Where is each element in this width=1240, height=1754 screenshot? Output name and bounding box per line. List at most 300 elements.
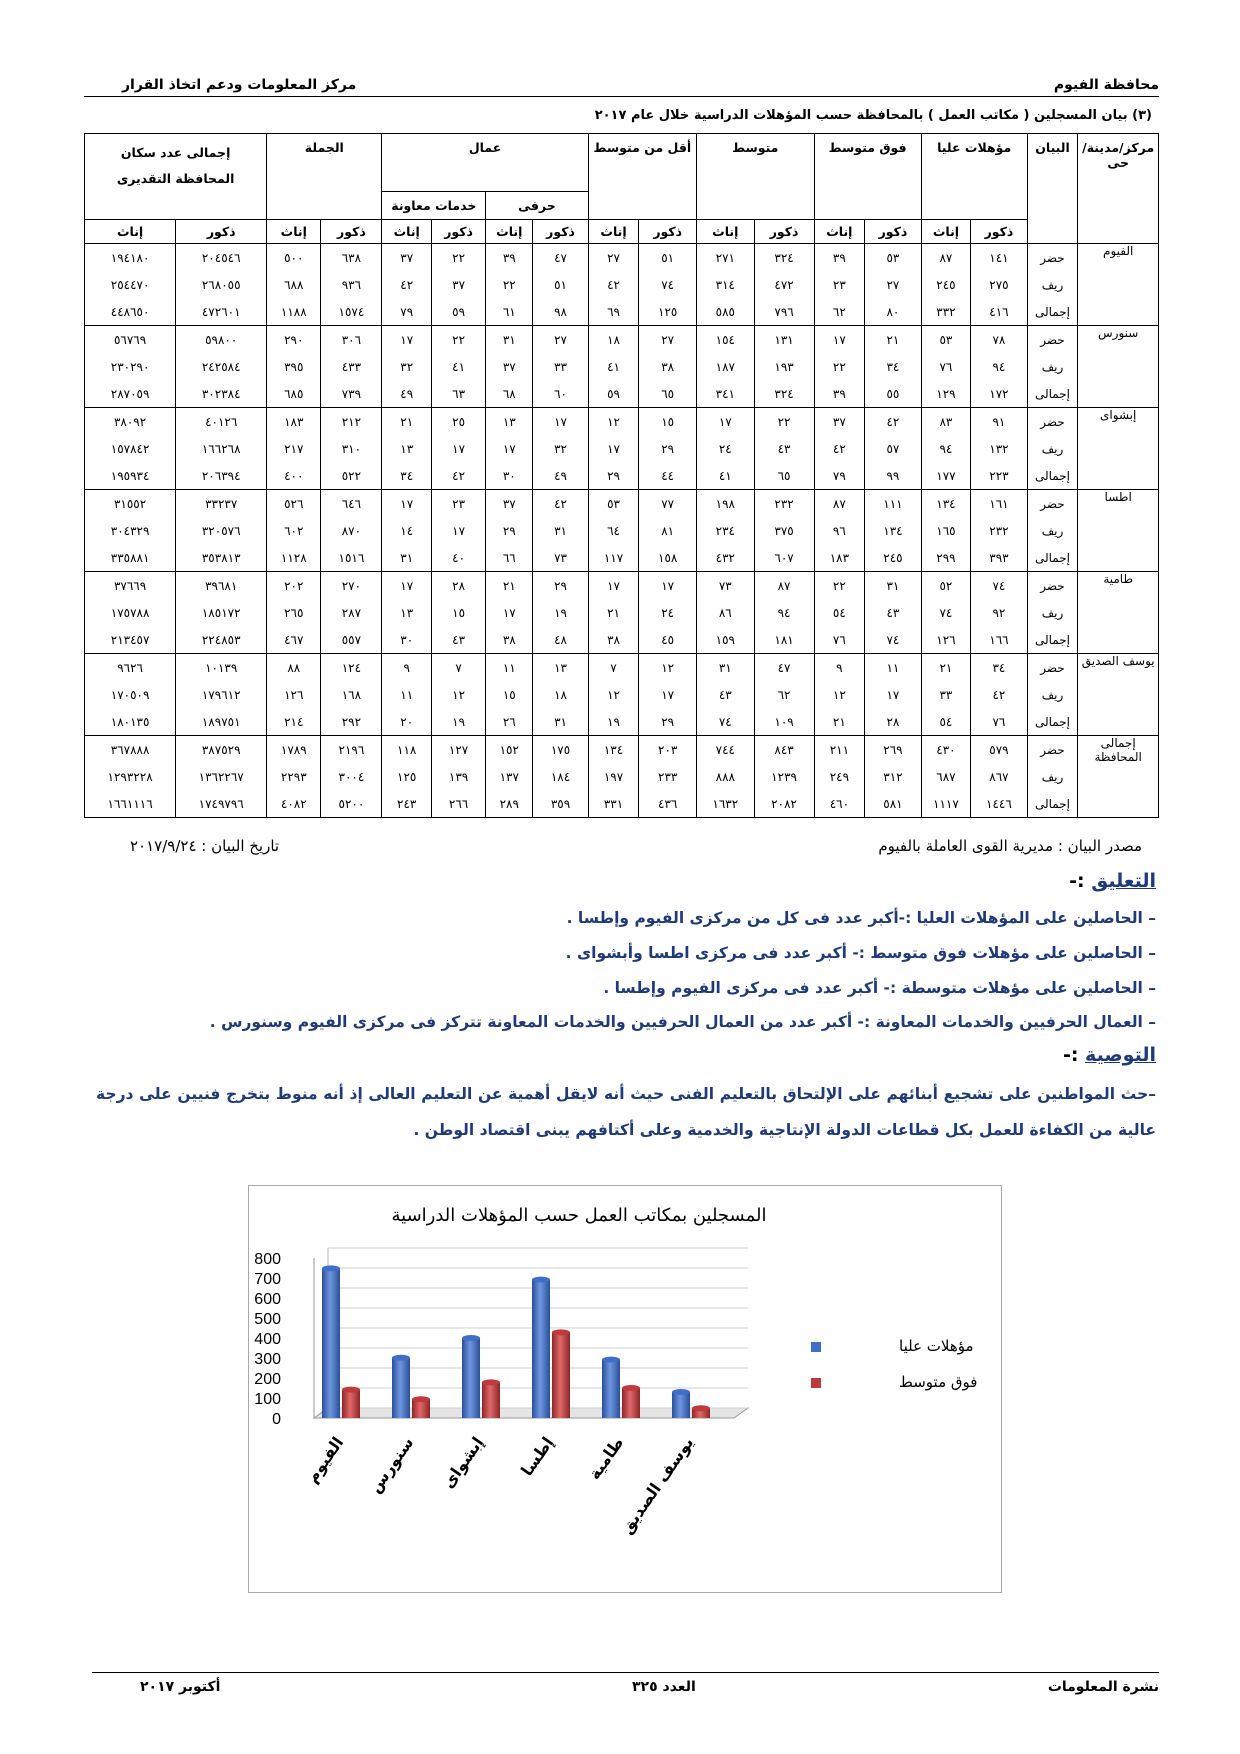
table-cell: ٢٤٣ [382,790,432,818]
table-cell: ٢٤٥ [921,271,971,298]
row-label: إجمالى [1027,708,1078,736]
table-cell: ٦٦ [486,544,533,572]
table-cell: ١٣٤ [588,736,639,764]
row-label: ريف [1027,517,1078,544]
table-row [85,380,1159,408]
table-cell: ١٦٦٢٦٨ [176,435,267,462]
table-cell: ٢٣٠٢٩٠ [85,353,176,380]
table-cell: ٤٩ [533,462,588,490]
female-header: إناث [696,220,754,244]
table-cell: ٦٠٢ [267,517,321,544]
row-label: ريف [1027,763,1078,790]
table-cell: ٣٦٧٨٨٨ [85,736,176,764]
table-cell: ٣٣ [921,681,971,708]
table-cell: ٨٨ [267,654,321,682]
comment-line: – الحاصلين على مؤهلات متوسطة :- أكبر عدد فى مركزى الفيوم وإطسا . [603,979,1156,997]
table-cell: ١٥٢ [486,736,533,764]
table-cell: ١٩٧ [588,763,639,790]
row-label: حضر [1027,736,1078,764]
table-cell: ٣٠٢٣٨٤ [176,380,267,408]
table-cell: ٣٠٠٤ [321,763,382,790]
table-cell: ٣٧ [382,244,432,272]
table-cell: ٢٢ [814,572,865,600]
table-cell: ١١١ [865,490,921,518]
table-cell: ٢٩٢ [321,708,382,736]
table-cell: ٣٠٦ [321,326,382,354]
table-cell: ٥٠٠ [267,244,321,272]
table-cell: ٩٨ [533,298,588,326]
table-cell: ٤٦٠ [814,790,865,818]
legend-swatch [811,1342,821,1352]
table-cell: ٢٨٩ [486,790,533,818]
row-label: ريف [1027,681,1078,708]
table-cell: ٤١ [432,353,486,380]
male-header: ذكور [639,220,697,244]
center-name: إجمالى المحافظة [1078,736,1159,818]
table-cell: ٥٣ [921,326,971,354]
table-cell: ٣٤ [865,353,921,380]
table-cell: ٤٧٢٦٠١ [176,298,267,326]
chart-bar [552,1332,570,1418]
row-label: حضر [1027,244,1078,272]
table-cell: ٢٨٧ [321,599,382,626]
table-cell: ٣٢ [533,435,588,462]
table-cell: ١٥٩ [696,626,754,654]
table-cell: ٥٢ [921,572,971,600]
table-cell: ٣٤ [382,462,432,490]
table-cell: ٢٢ [814,353,865,380]
table-cell: ٢٢ [754,408,814,436]
row-label: ريف [1027,599,1078,626]
table-cell: ٣١ [382,544,432,572]
table-cell: ٤٧ [754,654,814,682]
table-cell: ٧٧ [639,490,697,518]
table-cell: ٣٣٢ [921,298,971,326]
table-cell: ١١٨٨ [267,298,321,326]
table-cell: ٢٣٢ [754,490,814,518]
table-cell: ٨٦٧ [971,763,1027,790]
table-cell: ٤٦٧ [267,626,321,654]
table-cell: ٢٦٨٠٥٥ [176,271,267,298]
table-cell: ٧٦ [971,708,1027,736]
y-tick-label: 100 [254,1391,281,1408]
table-cell: ٣٧ [814,408,865,436]
table-cell: ١٣ [533,654,588,682]
table-cell: ١٦٦ [971,626,1027,654]
table-cell: ٩٢ [971,599,1027,626]
table-cell: ٣٨ [639,353,697,380]
table-cell: ٢٧ [533,326,588,354]
male-header: ذكور [865,220,921,244]
table-cell: ٣٨٠٩٢ [85,408,176,436]
table-cell: ١٧ [486,599,533,626]
table-row [85,681,1159,708]
table-cell: ٣٨ [588,626,639,654]
table-cell: ١٦٥ [921,517,971,544]
table-cell: ١٨ [533,681,588,708]
table-cell: ٤٧٢ [754,271,814,298]
table-cell: ١١٨ [382,736,432,764]
center-name: اطسا [1078,490,1159,572]
table-cell: ١٢ [432,681,486,708]
table-cell: ٣٠ [486,462,533,490]
table-cell: ٩٤ [971,353,1027,380]
x-category-label: إطسا [517,1433,558,1480]
center-name: الفيوم [1078,244,1159,326]
table-cell: ١٢٩ [921,380,971,408]
table-cell: ١٢٩٣٢٢٨ [85,763,176,790]
group-header-total: الجملة [267,134,382,220]
table-cell: ٣٢٤ [754,244,814,272]
female-header: إناث [267,220,321,244]
table-cell: ١٦٨ [321,681,382,708]
row-label: ريف [1027,353,1078,380]
table-cell: ١٧٥٧٨٨ [85,599,176,626]
table-cell: ٧٤ [696,708,754,736]
table-cell: ٢٧ [865,271,921,298]
table-cell: ٤١ [588,353,639,380]
table-cell: ١١ [486,654,533,682]
y-tick-label: 0 [272,1411,281,1428]
table-cell: ١٠١٣٩ [176,654,267,682]
table-cell: ١٧ [588,572,639,600]
table-cell: ١٨٥١٧٢ [176,599,267,626]
table-cell: ٢٨٧٠٥٩ [85,380,176,408]
table-cell: ٢١ [588,599,639,626]
table-cell: ٢٥٤٤٧٠ [85,271,176,298]
table-cell: ٣٩ [486,244,533,272]
table-cell: ٧٤ [639,271,697,298]
table-cell: ١٦٣٢ [696,790,754,818]
table-cell: ٤٣ [754,435,814,462]
table-cell: ٤٩ [382,380,432,408]
table-cell: ٥٩ [588,380,639,408]
comment-line: – العمال الحرفيين والخدمات المعاونة :- أكبر عدد من العمال الحرفيين والخدمات المعاونة تتركز فى مركزى الفيوم وسنورس . [209,1013,1156,1031]
subgroup-header-support: خدمات معاونة [382,192,486,220]
table-cell: ١٧ [486,435,533,462]
table-cell: ٣٥٣٨١٣ [176,544,267,572]
table-cell: ١٩ [533,599,588,626]
table-cell: ٩ [382,654,432,682]
male-header: ذكور [754,220,814,244]
table-cell: ١٢ [588,681,639,708]
table-row [85,462,1159,490]
subgroup-header-craftsmen: حرفى [486,192,589,220]
table-cell: ٢١ [382,408,432,436]
chart-bar-cap [552,1329,570,1335]
page-header [84,74,1159,97]
male-header: ذكور [432,220,486,244]
table-cell: ١٣ [486,408,533,436]
row-label: حضر [1027,654,1078,682]
table-cell: ٦٢ [754,681,814,708]
group-header-workers: عمال [382,134,588,192]
table-cell: ١٧ [814,326,865,354]
col-item-header: البيان [1027,134,1078,244]
header-governorate: محافظة الفيوم [1053,77,1159,93]
group-header-population: إجمالى عدد سكان المحافظة التقديرى [85,134,267,220]
table-cell: ١٦١ [971,490,1027,518]
table-cell: ٤٣٢ [696,544,754,572]
footer-issue: العدد ٣٢٥ [632,1679,696,1695]
table-cell: ٣٠ [382,626,432,654]
x-category-label: يوسف الصديق [616,1433,698,1538]
female-header: إناث [588,220,639,244]
table-cell: ٤٢ [533,490,588,518]
table-cell: ١٧ [533,408,588,436]
table-cell: ١٧ [639,572,697,600]
chart-bar [622,1388,640,1418]
table-cell: ٣٠٤٣٢٩ [85,517,176,544]
table-cell: ٧٣٩ [321,380,382,408]
table-cell: ١٥ [486,681,533,708]
table-cell: ٥٧ [865,435,921,462]
y-tick-label: 200 [254,1371,281,1388]
table-cell: ٣١٢ [865,763,921,790]
table-cell: ٥٨٥ [696,298,754,326]
table-cell: ٢٩ [486,517,533,544]
table-cell: ٢٦٦ [432,790,486,818]
table-cell: ٢١ [865,326,921,354]
qualifications-table [84,133,1159,818]
table-row [85,517,1159,544]
table-cell: ٢٣٣ [639,763,697,790]
table-cell: ٤٣٠ [921,736,971,764]
table-cell: ٥٦٧٦٩ [85,326,176,354]
table-cell: ١٥ [432,599,486,626]
table-cell: ٤٢ [865,408,921,436]
female-header: إناث [921,220,971,244]
table-row [85,490,1159,518]
table-cell: ٤٠٠ [267,462,321,490]
comment-line: – الحاصلين على مؤهلات فوق متوسط :- أكبر عدد فى مركزى اطسا وأبشواى . [565,944,1156,962]
table-row [85,599,1159,626]
table-cell: ٩٤ [921,435,971,462]
table-cell: ٦٣٨ [321,244,382,272]
table-cell: ٥٥٧ [321,626,382,654]
center-name: سنورس [1078,326,1159,408]
row-label: إجمالى [1027,380,1078,408]
table-cell: ١٥٧٤ [321,298,382,326]
table-cell: ٧٦ [921,353,971,380]
table-cell: ٣١٤ [696,271,754,298]
y-tick-label: 700 [254,1271,281,1288]
table-cell: ٢٢٣ [971,462,1027,490]
table-cell: ٦٨٧ [921,763,971,790]
table-cell: ١٥٤ [696,326,754,354]
table-cell: ٢٧ [588,244,639,272]
table-cell: ٣٢٤ [754,380,814,408]
table-cell: ٢٦ [486,708,533,736]
table-cell: ١٧ [432,517,486,544]
table-cell: ١٣٩ [432,763,486,790]
chart-bar [342,1390,360,1418]
chart-bar-cap [622,1385,640,1391]
data-source: مصدر البيان : مديرية القوى العاملة بالفيوم [878,837,1142,855]
table-cell: ١١١٧ [921,790,971,818]
chart-bar [672,1392,690,1418]
table-cell: ٨٧ [921,244,971,272]
table-cell: ٦٠ [533,380,588,408]
chart-bar-cap [412,1396,430,1402]
table-cell: ٧٤ [921,599,971,626]
table-cell: ٢١ [486,572,533,600]
table-cell: ٢٠٢ [267,572,321,600]
table-cell: ٣٩٣ [971,544,1027,572]
table-row [85,626,1159,654]
table-cell: ٩٦٢٦ [85,654,176,682]
table-cell: ٨٦ [696,599,754,626]
chart-bar-cap [392,1355,410,1361]
table-cell: ١٩ [432,708,486,736]
table-cell: ١٨٤ [533,763,588,790]
table-cell: ١٢ [639,654,697,682]
chart-bar-cap [322,1265,340,1271]
legend-label: فوق متوسط [899,1373,978,1391]
table-cell: ١٢٥ [382,763,432,790]
table-cell: ٣٢٠٥٧٦ [176,517,267,544]
table-cell: ١٩٥٩٣٤ [85,462,176,490]
table-cell: ٢١٢ [321,408,382,436]
table-cell: ٧٩ [814,462,865,490]
comment-title: التعليق [1091,870,1156,892]
group-header-below-intermediate: أقل من متوسط [588,134,696,220]
x-category-label: سنورس [365,1433,418,1497]
table-caption: (٣) بيان المسجلين ( مكاتب العمل ) بالمحافظة حسب المؤهلات الدراسية خلال عام ٢٠١٧ [594,108,1152,123]
table-cell: ١٥٧٨٤٢ [85,435,176,462]
table-cell: ٧٤٤ [696,736,754,764]
table-cell: ١٦٦١١١٦ [85,790,176,818]
table-cell: ١٩٤١٨٠ [85,244,176,272]
table-cell: ١٣١ [754,326,814,354]
data-date: تاريخ البيان : ٢٠١٧/٩/٢٤ [130,837,280,855]
chart-bar-cap [462,1335,480,1341]
table-cell: ١٧٨٩ [267,736,321,764]
table-cell: ٤٤ [639,462,697,490]
table-cell: ٢٢٩٣ [267,763,321,790]
table-cell: ٢٤٩ [814,763,865,790]
table-cell: ١٧٢ [971,380,1027,408]
table-cell: ٢٥ [432,408,486,436]
table-cell: ٢٧٠ [321,572,382,600]
table-cell: ١٧٩٦١٢ [176,681,267,708]
table-cell: ٢٣٤ [696,517,754,544]
y-tick-label: 400 [254,1331,281,1348]
table-cell: ١٧ [382,490,432,518]
table-cell: ٦١ [486,298,533,326]
table-cell: ٥٢٠٠ [321,790,382,818]
table-row [85,654,1159,682]
table-cell: ٢٩ [639,708,697,736]
table-cell: ٢٧١ [696,244,754,272]
table-cell: ٢٩٩ [921,544,971,572]
table-cell: ١٣٤ [865,517,921,544]
table-row [85,763,1159,790]
table-cell: ١٧٤٩٧٩٦ [176,790,267,818]
table-cell: ٥١ [533,271,588,298]
table-cell: ٢٤٥ [865,544,921,572]
table-cell: ٣٧ [432,271,486,298]
female-header: إناث [85,220,176,244]
table-cell: ٢٢ [432,244,486,272]
row-label: إجمالى [1027,626,1078,654]
row-label: إجمالى [1027,790,1078,818]
table-cell: ٢١١ [814,736,865,764]
table-cell: ١١ [865,654,921,682]
table-cell: ٥٤ [814,599,865,626]
table-cell: ٤٢ [382,271,432,298]
table-row [85,736,1159,764]
table-cell: ٢١ [814,708,865,736]
table-cell: ٣٧ [486,490,533,518]
table-cell: ١٣ [382,599,432,626]
table-cell: ١٢ [814,681,865,708]
table-cell: ٣٤ [971,654,1027,682]
chart-bar-cap [602,1357,620,1363]
table-cell: ٣٧٥ [754,517,814,544]
table-cell: ٤٣ [696,681,754,708]
table-cell: ١٥٨ [639,544,697,572]
table-cell: ٢١٩٦ [321,736,382,764]
recommendation-title-suffix: :- [1062,1044,1086,1066]
table-cell: ١١ [382,681,432,708]
table-cell: ١٣٤ [921,490,971,518]
table-cell: ٢٨ [865,708,921,736]
table-cell: ٢٤ [639,599,697,626]
chart-title: المسجلين بمكاتب العمل حسب المؤهلات الدراسية [391,1205,767,1226]
table-cell: ٣١ [533,517,588,544]
table-cell: ١٨ [588,326,639,354]
table-cell: ٤٣٦ [639,790,697,818]
table-cell: ٣١٠ [321,435,382,462]
x-category-label: الفيوم [302,1433,348,1487]
table-row [85,435,1159,462]
table-cell: ١٥ [639,408,697,436]
table-cell: ٦٤٦ [321,490,382,518]
table-cell: ٣٩ [814,244,865,272]
table-cell: ٧٩ [382,298,432,326]
comment-title-suffix: :- [1069,870,1092,892]
bar-chart-svg [249,1186,1001,1592]
female-header: إناث [486,220,533,244]
table-cell: ٣٥٩ [533,790,588,818]
male-header: ذكور [321,220,382,244]
table-row [85,790,1159,818]
row-label: إجمالى [1027,544,1078,572]
table-cell: ٢٠ [382,708,432,736]
table-cell: ٢٩ [533,572,588,600]
table-row [85,544,1159,572]
table-cell: ٥٤ [921,708,971,736]
table-cell: ٢٩ [639,435,697,462]
table-cell: ٥٧٩ [971,736,1027,764]
center-name: طامية [1078,572,1159,654]
recommendation-heading [1063,1044,1156,1066]
table-cell: ٢١٣٤٥٧ [85,626,176,654]
table-cell: ٢٢ [486,271,533,298]
table-cell: ٨٧٠ [321,517,382,544]
x-category-label: إبشواى [438,1433,488,1492]
chart-bar [462,1338,480,1418]
table-cell: ٤٤٨٦٥٠ [85,298,176,326]
footer-date: أكتوبر ٢٠١٧ [140,1679,221,1695]
table-row [85,271,1159,298]
table-row [85,298,1159,326]
table-cell: ٣٩٥ [267,353,321,380]
table-cell: ٢٦٩ [865,736,921,764]
table-cell: ٧ [588,654,639,682]
comment-line: – الحاصلين على المؤهلات العليا :-أكبر عدد فى كل من مركزى الفيوم وإطسا . [566,909,1156,927]
